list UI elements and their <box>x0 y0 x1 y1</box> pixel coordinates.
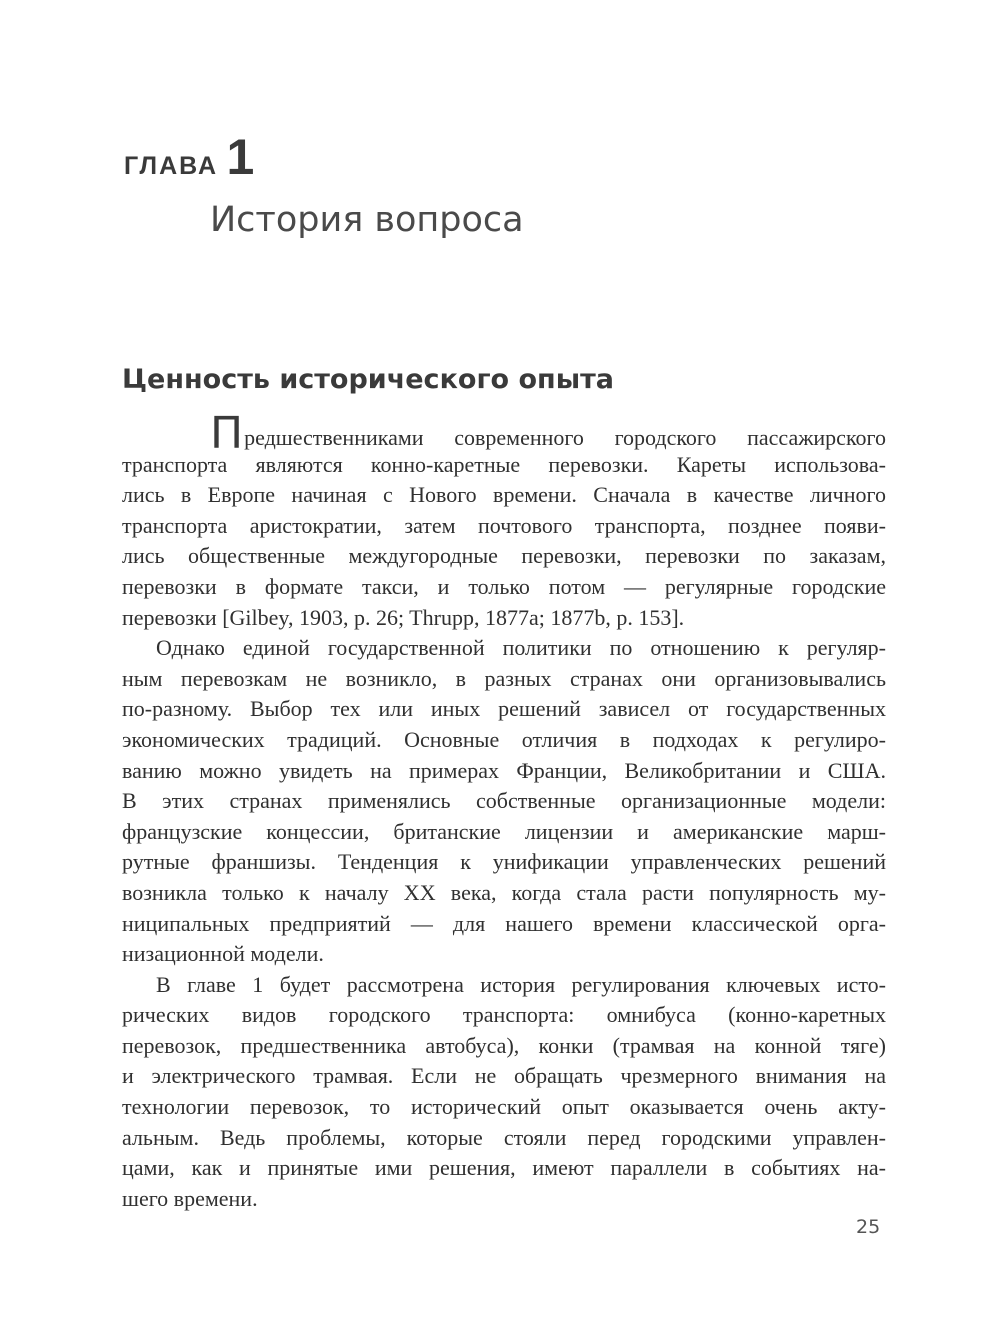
text-line: Однако единой государственной политики по отношению к регуляр- <box>156 635 886 661</box>
text-line: В главе 1 будет рассмотрена история регулирования ключевых исто- <box>156 971 886 997</box>
text-line: В этих странах применялись собственные организационные модели: <box>122 788 886 814</box>
text-line: цами, как и принятые ими решения, имеют параллели в событиях на- <box>122 1155 886 1181</box>
text-line-content: редшественниками современного городского пассажирского <box>244 425 886 450</box>
text-line: альным. Ведь проблемы, которые стояли перед городскими управлен- <box>122 1124 886 1150</box>
text-line: транспорта аристократии, затем почтового транспорта, позднее появи- <box>122 512 886 538</box>
text-line: транспорта являются конно-каретные перевозки. Кареты использова- <box>122 451 886 477</box>
text-line: ным перевозкам не возникло, в разных странах они организовывались <box>122 665 886 691</box>
text-line: возникла только к началу XX века, когда стала расти популярность му- <box>122 879 886 905</box>
paragraph-3 <box>122 970 886 1215</box>
body-text <box>122 408 886 1214</box>
text-line: перевозки в формате такси, и только потом — регулярные городские <box>122 573 886 599</box>
text-line: перевозок, предшественника автобуса), конки (трамвая на конной тяге) <box>122 1032 886 1058</box>
text-line: технологии перевозок, то исторический опыт оказывается очень акту- <box>122 1094 886 1120</box>
text-line: и электрического трамвая. Если не обращать чрезмерного внимания на <box>122 1063 886 1089</box>
page-number: 25 <box>856 1216 881 1238</box>
paragraph-1 <box>122 408 886 633</box>
text-line: рутные франшизы. Тенденция к унификации управленческих решений <box>122 849 886 875</box>
paragraph-2 <box>122 633 886 970</box>
drop-cap: П <box>210 408 244 459</box>
chapter-number: 1 <box>226 129 255 185</box>
text-line: лись общественные междугородные перевозки, перевозки по заказам, <box>122 543 886 569</box>
section-title: Ценность исторического опыта <box>122 364 614 395</box>
text-line: перевозки [Gilbey, 1903, p. 26; Thrupp, 1877a; 1877b, p. 153]. <box>122 604 685 630</box>
text-line: шего времени. <box>122 1185 258 1211</box>
chapter-word: ГЛАВА <box>124 152 219 180</box>
text-line: низационной модели. <box>122 941 324 967</box>
chapter-title: История вопроса <box>210 200 524 240</box>
text-line: ниципальных предприятий — для нашего времени классической орга- <box>122 910 886 936</box>
text-line: по-разному. Выбор тех или иных решений зависел от государственных <box>122 696 886 722</box>
chapter-label <box>124 128 254 186</box>
text-line: экономических традиций. Основные отличия в подходах к регулиро- <box>122 726 886 752</box>
text-line: лись в Европе начиная с Нового времени. Сначала в качестве личного <box>122 482 886 508</box>
text-line: рических видов городского транспорта: омнибуса (конно-каретных <box>122 1002 886 1028</box>
text-line: французские концессии, британские лицензии и американские марш- <box>122 818 886 844</box>
text-line <box>122 408 886 459</box>
text-line: ванию можно увидеть на примерах Франции, Великобритании и США. <box>122 757 886 783</box>
